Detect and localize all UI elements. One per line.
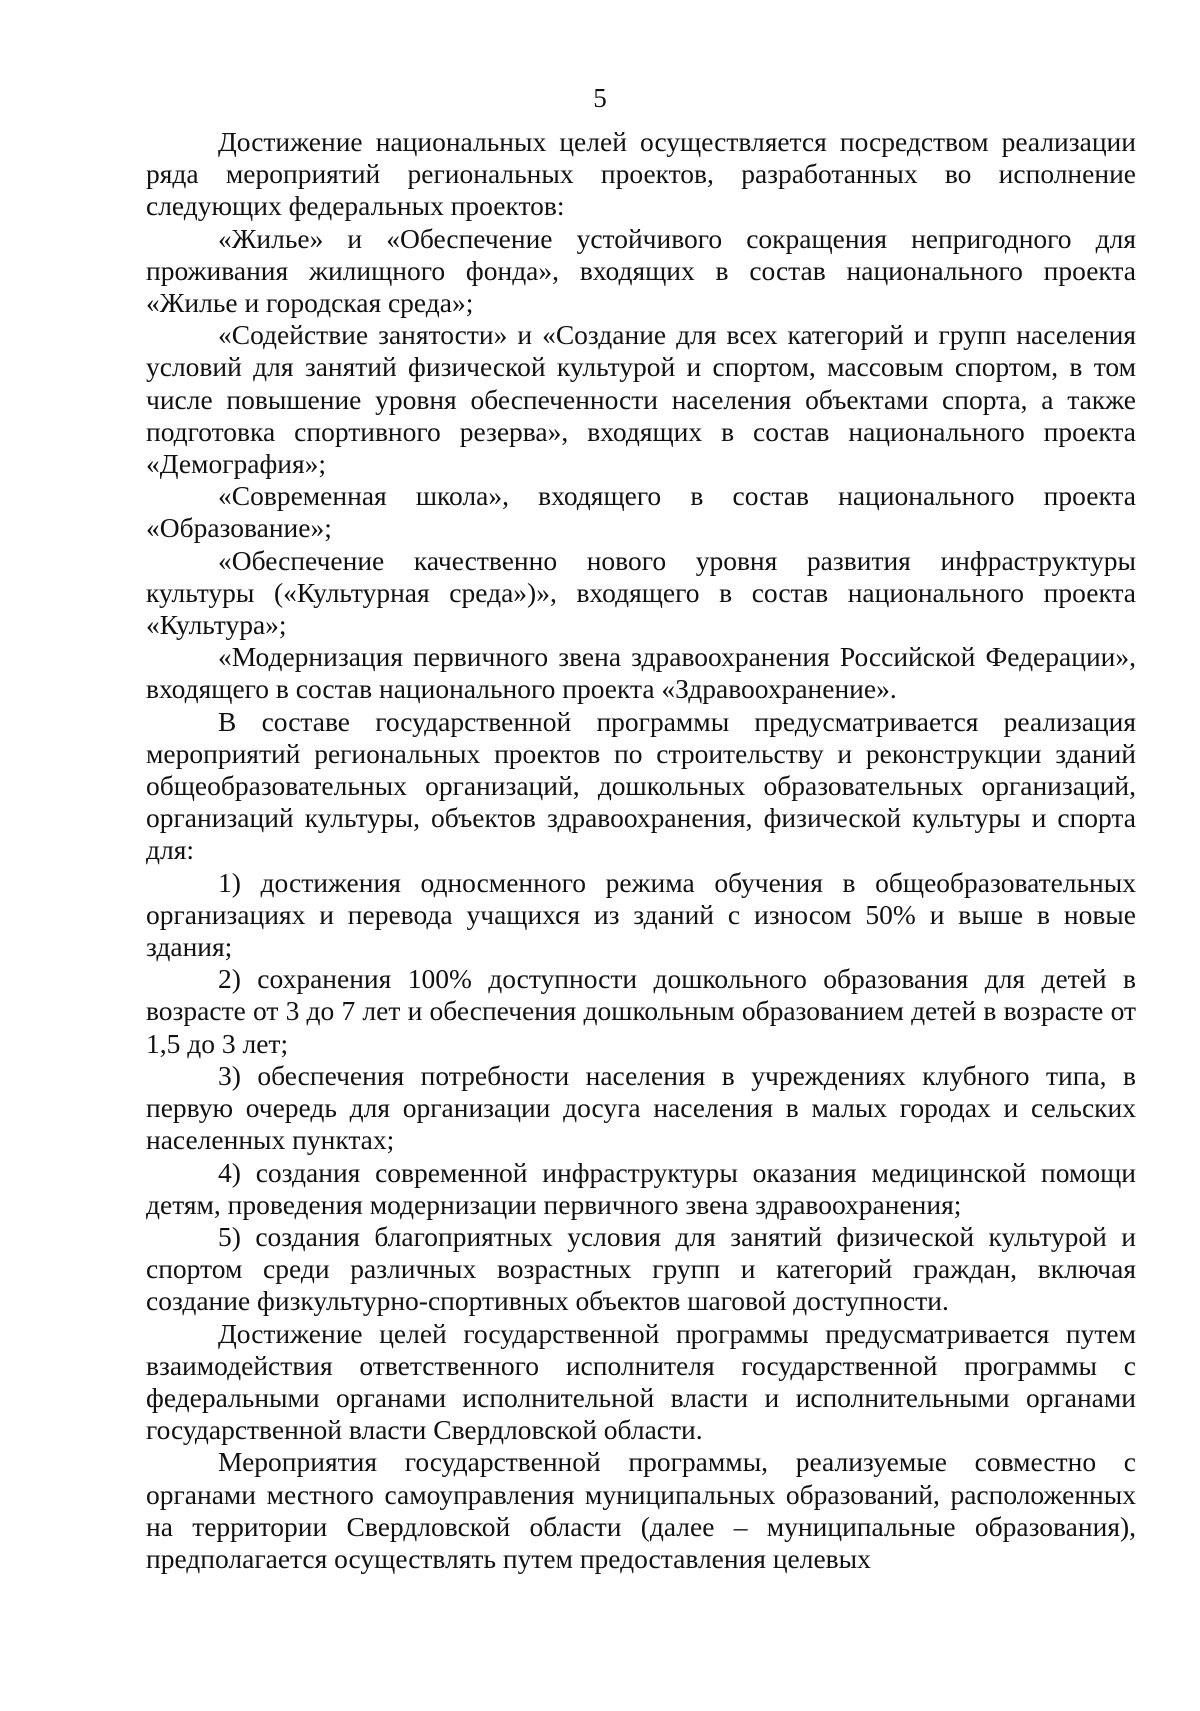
list-item-4: 4) создания современной инфраструктуры оказания медицинской помощи детям, проведения модернизации первичного звена здравоохранения;	[146, 1156, 1136, 1220]
paragraph-housing-projects: «Жилье» и «Обеспечение устойчивого сокращения непригодного для проживания жилищного фонда», входящих в состав национального проекта «Жилье и городская среда»;	[146, 222, 1136, 319]
paragraph-healthcare-project: «Модернизация первичного звена здравоохранения Российской Федерации», входящего в состав национального проекта «Здравоохранение».	[146, 641, 1136, 705]
paragraph-culture-project: «Обеспечение качественно нового уровня развития инфраструктуры культуры («Культурная среда»)», входящего в состав национального проекта «Культура»;	[146, 544, 1136, 641]
paragraph-municipal-measures: Мероприятия государственной программы, реализуемые совместно с органами местного самоуправления муниципальных образований, расположенных на территории Свердловской области (далее – муниципальные образования), предполагается осуществлять путем предоставления целевых	[146, 1446, 1136, 1574]
page-number: 5	[593, 83, 607, 113]
list-item-3: 3) обеспечения потребности населения в учреждениях клубного типа, в первую очередь для организации досуга населения в малых городах и сельских населенных пунктах;	[146, 1059, 1136, 1156]
paragraph-demography-projects: «Содействие занятости» и «Создание для всех категорий и групп населения условий для занятий физической культурой и спортом, массовым спортом, в том числе повышение уровня обеспеченности населения объектами спорта, а также подготовка спортивного резерва», входящих в состав национального проекта «Демография»;	[146, 319, 1136, 480]
paragraph-construction-measures: В составе государственной программы предусматривается реализация мероприятий региональных проектов по строительству и реконструкции зданий общеобразовательных организаций, дошкольных образовательных организаций, организаций культуры, объектов здравоохранения, физической культуры и спорта для:	[146, 705, 1136, 866]
body-text	[146, 126, 1136, 1575]
list-item-2: 2) сохранения 100% доступности дошкольного образования для детей в возрасте от 3 до 7 лет и обеспечения дошкольным образованием детей в возрасте от 1,5 до 3 лет;	[146, 963, 1136, 1059]
paragraph-education-project: «Современная школа», входящего в состав национального проекта «Образование»;	[146, 480, 1136, 544]
paragraph-interaction: Достижение целей государственной программы предусматривается путем взаимодействия ответственного исполнителя государственной программы с федеральными органами исполнительной власти и исполнительными органами государственной власти Свердловской области.	[146, 1317, 1136, 1446]
paragraph-national-goals: Достижение национальных целей осуществляется посредством реализации ряда мероприятий региональных проектов, разработанных во исполнение следующих федеральных проектов:	[146, 126, 1136, 222]
list-item-1: 1) достижения односменного режима обучения в общеобразовательных организациях и перевода учащихся из зданий с износом 50% и выше в новые здания;	[146, 866, 1136, 963]
list-item-5: 5) создания благоприятных условия для занятий физической культурой и спортом среди различных возрастных групп и категорий граждан, включая создание физкультурно-спортивных объектов шаговой доступности.	[146, 1220, 1136, 1317]
